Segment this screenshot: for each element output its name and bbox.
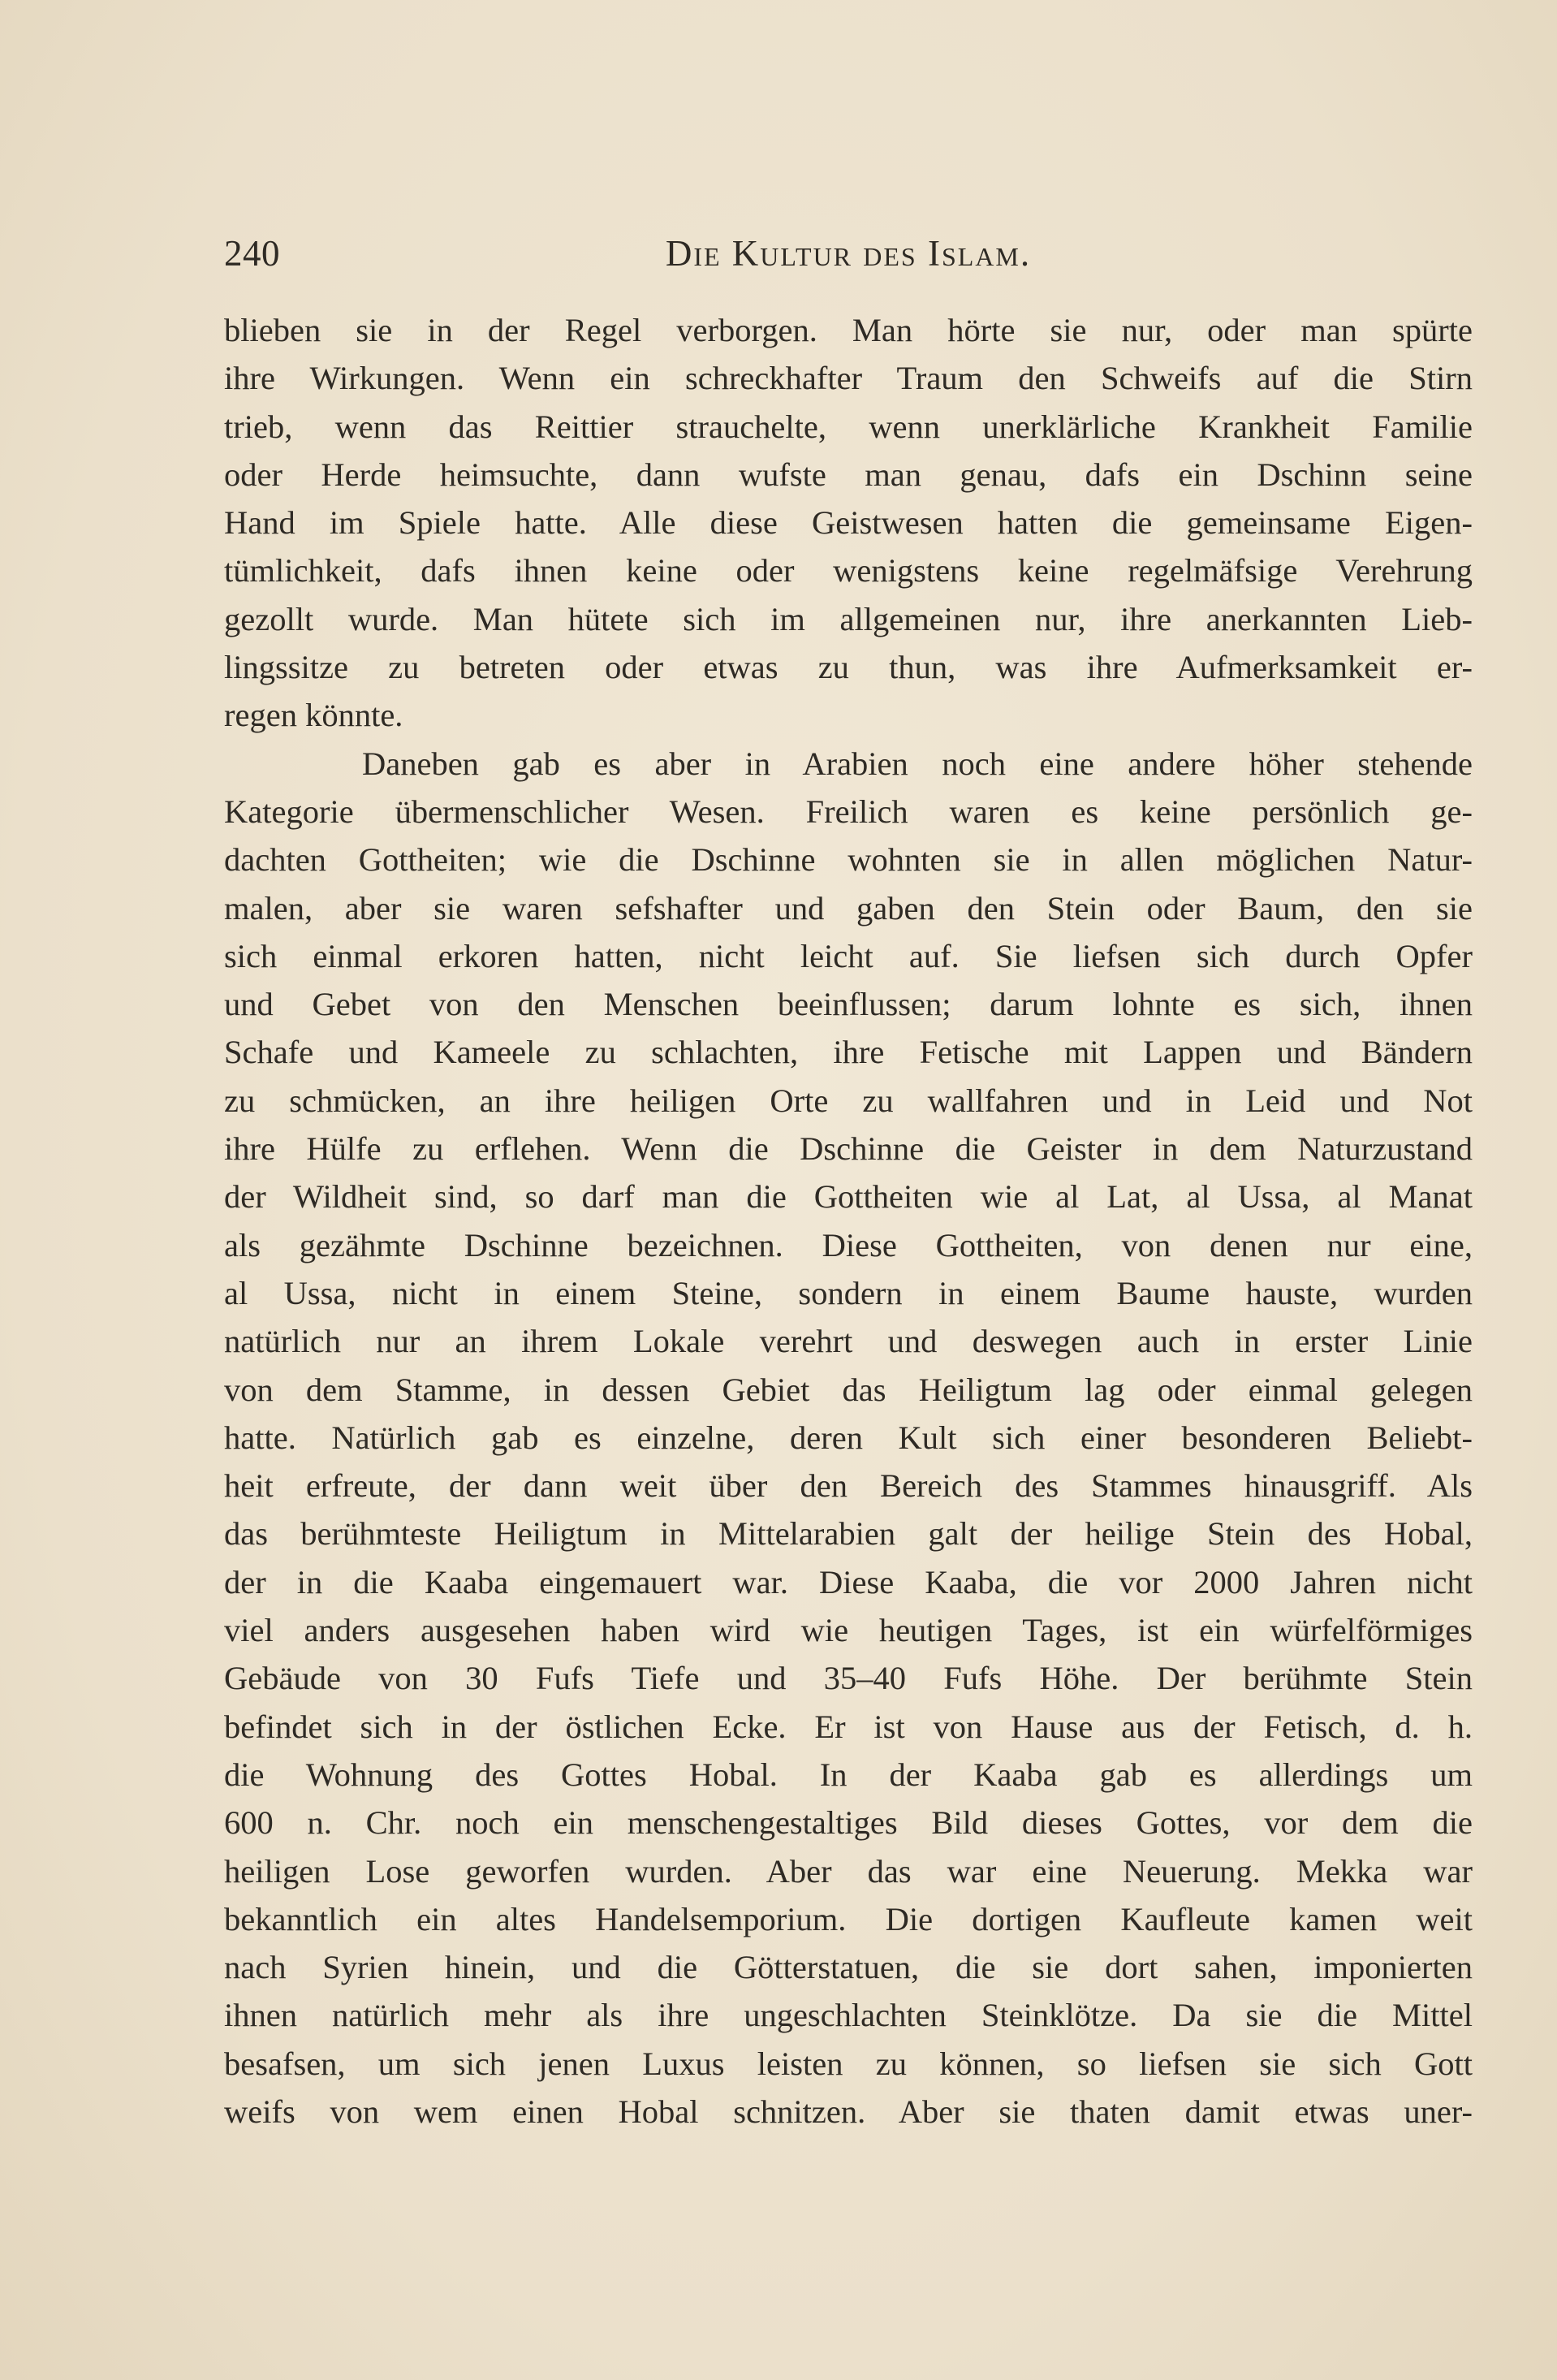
text-line: die Wohnung des Gottes Hobal. In der Kaaba gab es allerdings um (224, 1756, 1473, 1793)
text-line: ihnen natürlich mehr als ihre ungeschlachten Steinklötze. Da sie die Mittel (224, 1997, 1473, 2034)
text-line: al Ussa, nicht in einem Steine, sondern in einem Baume hauste, wurden (224, 1274, 1473, 1311)
text-line: oder Herde heimsuchte, dann wufste man genau, dafs ein Dschinn seine (224, 456, 1473, 493)
text-line: 600 n. Chr. noch ein menschengestaltiges Bild dieses Gottes, vor dem die (224, 1804, 1473, 1842)
text-line: sich einmal erkoren hatten, nicht leicht auf. Sie liefsen sich durch Opfer (224, 937, 1473, 974)
text-line: hatte. Natürlich gab es einzelne, deren Kult sich einer besonderen Beliebt- (224, 1419, 1473, 1456)
running-title: Die Kultur des Islam. (665, 233, 1032, 274)
text-line: gezollt wurde. Man hütete sich im allgemeinen nur, ihre anerkannten Lieb- (224, 600, 1473, 637)
running-head (224, 229, 1473, 278)
text-line: befindet sich in der östlichen Ecke. Er ist von Hause aus der Fetisch, d. h. (224, 1708, 1473, 1745)
text-line: der Wildheit sind, so darf man die Gottheiten wie al Lat, al Ussa, al Manat (224, 1178, 1473, 1216)
text-line: Daneben gab es aber in Arabien noch eine andere höher stehende (362, 745, 1473, 782)
text-line: ihre Wirkungen. Wenn ein schreckhafter Traum den Schweifs auf die Stirn (224, 360, 1473, 397)
text-line: Kategorie übermenschlicher Wesen. Freilich waren es keine persönlich ge- (224, 793, 1473, 830)
text-line: Schafe und Kameele zu schlachten, ihre Fetische mit Lappen und Bändern (224, 1034, 1473, 1071)
text-line: nach Syrien hinein, und die Götterstatuen, die sie dort sahen, imponierten (224, 1949, 1473, 1986)
text-line: von dem Stamme, in dessen Gebiet das Heiligtum lag oder einmal gelegen (224, 1371, 1473, 1408)
text-line: trieb, wenn das Reittier strauchelte, wenn unerklärliche Krankheit Familie (224, 408, 1473, 445)
text-line: blieben sie in der Regel verborgen. Man hörte sie nur, oder man spürte (224, 312, 1473, 348)
text-line: tümlichkeit, dafs ihnen keine oder wenigstens keine regelmäfsige Verehrung (224, 552, 1473, 590)
text-line: natürlich nur an ihrem Lokale verehrt und deswegen auch in erster Linie (224, 1323, 1473, 1360)
page-number: 240 (224, 233, 280, 274)
text-line: bekanntlich ein altes Handelsemporium. Die dortigen Kaufleute kamen weit (224, 1900, 1473, 1937)
text-line: lingssitze zu betreten oder etwas zu thun, was ihre Aufmerksamkeit er- (224, 649, 1473, 686)
text-line: dachten Gottheiten; wie die Dschinne wohnten sie in allen möglichen Natur- (224, 841, 1473, 879)
text-line: das berühmteste Heiligtum in Mittelarabien galt der heilige Stein des Hobal, (224, 1515, 1473, 1553)
text-line: als gezähmte Dschinne bezeichnen. Diese Gottheiten, von denen nur eine, (224, 1226, 1473, 1263)
text-line: Hand im Spiele hatte. Alle diese Geistwesen hatten die gemeinsame Eigen- (224, 504, 1473, 542)
text-line: besafsen, um sich jenen Luxus leisten zu können, so liefsen sie sich Gott (224, 2045, 1473, 2082)
text-line: weifs von wem einen Hobal schnitzen. Aber sie thaten damit etwas uner- (224, 2093, 1473, 2130)
text-line: Gebäude von 30 Fufs Tiefe und 35–40 Fufs Höhe. Der berühmte Stein (224, 1660, 1473, 1697)
text-line: und Gebet von den Menschen beeinflussen; darum lohnte es sich, ihnen (224, 986, 1473, 1023)
text-line: heit erfreute, der dann weit über den Bereich des Stammes hinausgriff. Als (224, 1467, 1473, 1505)
text-line: der in die Kaaba eingemauert war. Diese Kaaba, die vor 2000 Jahren nicht (224, 1563, 1473, 1600)
body-text (224, 306, 1473, 2136)
text-line: heiligen Lose geworfen wurden. Aber das war eine Neuerung. Mekka war (224, 1852, 1473, 1890)
text-line: regen könnte. (224, 697, 403, 734)
text-line: ihre Hülfe zu erflehen. Wenn die Dschinne die Geister in dem Naturzustand (224, 1130, 1473, 1168)
text-line: viel anders ausgesehen haben wird wie heutigen Tages, ist ein würfelförmiges (224, 1612, 1473, 1649)
text-line: malen, aber sie waren sefshafter und gaben den Stein oder Baum, den sie (224, 889, 1473, 927)
text-line: zu schmücken, an ihre heiligen Orte zu wallfahren und in Leid und Not (224, 1082, 1473, 1119)
